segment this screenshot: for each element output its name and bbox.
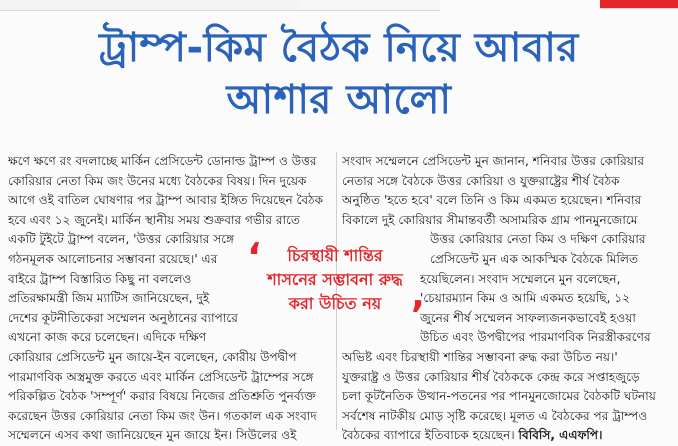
article-line: 'চেয়ারম্যান কিম ও আমি একমত হয়েছি, ১২ (420, 291, 631, 306)
article-line (342, 426, 670, 446)
article-line: বিকালে দুই কোরিয়ার সীমান্তবর্তী অসামরিক গ্রাম পানমুনজোমে (342, 212, 638, 227)
pull-quote-line: করা উচিত নয় (288, 294, 382, 313)
article-line: সর্বশেষ নাটকীয় মোড় সৃষ্টি করেছে। মূলত এ বৈঠকের পর ট্রাম্পও (342, 408, 648, 423)
article-line: পরিকল্পিত বৈঠক 'সম্পূর্ণ' করার বিষয়ে নিজের প্রতিশ্রুতি পুনর্ব্যক্ত (8, 389, 316, 404)
source-credit: বিবিসি, এএফপি। (518, 428, 603, 443)
top-strip (0, 0, 678, 18)
article-line: প্রতিরক্ষামন্ত্রী জিম ম্যাটিস জানিয়েছেন, দুই (8, 291, 210, 306)
close-quote-icon: ’ (410, 293, 425, 337)
article-line: নেতার সঙ্গে বৈঠকে উত্তর কোরিয়া ও যুক্তরাষ্ট্রের শীর্ষ বৈঠক (342, 173, 620, 188)
article-line: হবে এবং ১২ জুনেই। মার্কিন স্থানীয় সময় শুক্রবার গভীর রাতে (8, 212, 300, 227)
pull-quote-line: শাসনের সম্ভাবনা রুদ্ধ (267, 270, 403, 289)
article-line: দেশের কূটনীতিকেরা সম্মেলন অনুষ্ঠানের ব্যাপারে (8, 310, 238, 325)
article-line: অনুষ্ঠিত 'হতে হবে' বলে তিনি ও কিম একমত হয়েছেন। শনিবার (342, 193, 642, 208)
article-line: কোরিয়ার প্রেসিডেন্ট মুন জায়ে-ইন বলেছেন, কোরীয় উপদ্বীপ (8, 349, 297, 364)
article-line: প্রেসিডেন্ট মুন এক আকস্মিক বৈঠকে মিলিত (430, 251, 639, 266)
article-line: উত্তর কোরিয়ার নেতা কিম ও দক্ষিণ কোরিয়ার (430, 232, 646, 247)
pull-quote (247, 235, 425, 337)
open-quote-icon: ‘ (247, 235, 262, 279)
article-line: ক্ষণে ক্ষণে রং বদলাচ্ছে মার্কিন প্রেসিডেন্ট ডোনাল্ড ট্রাম্প ও উত্তর (8, 154, 317, 168)
article-line: উচিত এবং উপদ্বীপের পারমাণবিক নিরস্ত্রীকরণের (420, 330, 651, 345)
article-line: একটি টুইটে ট্রাম্প বলেন, 'উত্তর কোরিয়ার সঙ্গে (8, 232, 235, 247)
article-line: সংবাদ সম্মেলনে প্রেসিডেন্ট মুন জানান, শনিবার উত্তর কোরিয়ার (342, 154, 645, 168)
article-line: এখনো কাজ করে চলেছেন। এদিকে দক্ষিণ (8, 330, 207, 345)
article-line: চলা কূটনৈতিক উত্থান-পতনের পর পানমুনজোমের বৈঠকটি ঘটনায় (342, 389, 656, 404)
article-line: বাইরে ট্রাম্প বিস্তারিত কিছু না বললেও (8, 271, 192, 286)
top-strip-segment (300, 0, 440, 11)
article-line: জুনের শীর্ষ সম্মেলন সাফল্যজনকভাবেই হওয়া (420, 310, 636, 325)
article-line: সম্মেলনে এসব কথা জানিয়েছেন মুন জায়ে ইন। সিউলের ওই (8, 428, 297, 443)
article-line: হয়েছিলেন। সংবাদ সম্মেলনে মুন বলেছেন, (420, 271, 621, 286)
article-line: পারমাণবিক অস্ত্রমুক্ত করতে এবং মার্কিন প্রেসিডেন্ট ট্রাম্পের সঙ্গে (8, 369, 314, 384)
headline-line-2: আশার আলো (226, 77, 452, 123)
article-line: করেছেন উত্তর কোরিয়ার নেতা কিম জং উন। গতকাল এক সংবাদ (8, 408, 317, 423)
article-line: কোরিয়ার নেতা কিম জং উনের মধ্যে বৈঠকের বিষয়। দিন দুয়েক (8, 173, 307, 188)
top-strip-segment (0, 0, 300, 11)
article-line: যুক্তরাষ্ট্র ও উত্তর কোরিয়ার শীর্ষ বৈঠককে কেন্দ্র করে সপ্তাহজুড়ে (342, 369, 640, 384)
pull-quote-line: চিরস্থায়ী শান্তির (287, 246, 383, 265)
article-line: আগে ওই বাতিল ঘোষণার পর ট্রাম্প আবার ইঙ্গিত দিয়েছেন বৈঠক (8, 193, 324, 208)
article-line: গঠনমূলক আলোচনার সম্ভাবনা রয়েছে।' এর (8, 251, 218, 266)
article-line-text: বৈঠকের ব্যাপারে ইতিবাচক হয়েছেন। (342, 428, 515, 443)
headline-line-1: ট্রাম্প-কিম বৈঠক নিয়ে আবার (99, 25, 579, 71)
article-line: অভিষ্ট এবং চিরস্থায়ী শান্তির সম্ভাবনা রুদ্ধ করা উচিত নয়।' (342, 349, 618, 364)
headline (0, 22, 678, 126)
red-accent-bar (600, 0, 678, 9)
